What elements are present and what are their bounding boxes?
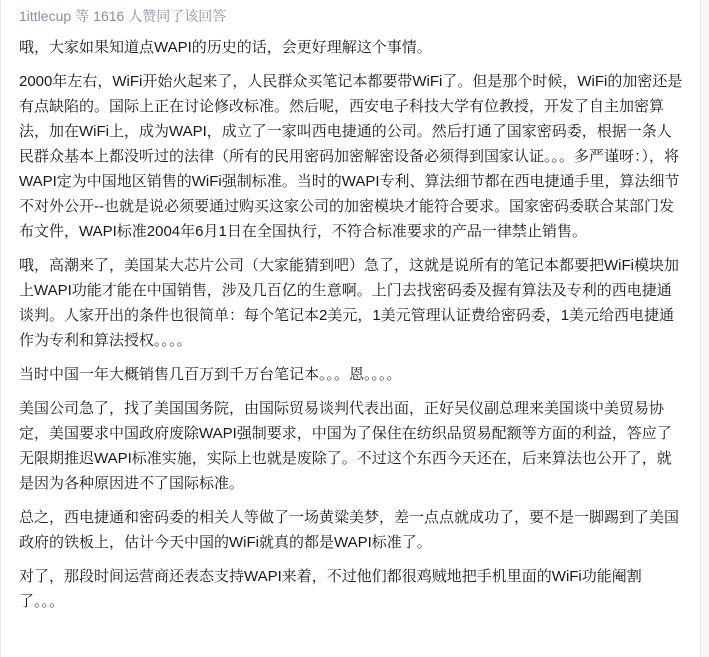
right-gutter: [701, 0, 709, 657]
answer-paragraph: 美国公司急了，找了美国国务院，由国际贸易谈判代表出面，正好吴仪副总理来美国谈中美贸易协定，美国要求中国政府废除WAPI强制要求，中国为了保住在纺织品贸易配额等方面的利益，答应了无限期推迟WAPI标准实施，实际上也就是废除了。不过这个东西今天还在，后来算法也公开了，就是因为各种原因进不了国际标准。: [19, 400, 672, 492]
upvoters-connector: 等: [75, 8, 90, 24]
upvoters-suffix: 人赞同了该回答: [128, 8, 227, 24]
upvote-count[interactable]: 1616: [93, 8, 125, 24]
answer-paragraph: 对了，那段时间运营商还表态支持WAPI来着，不过他们都很鸡贼地把手机里面的WiFi功能阉割了。。。: [19, 568, 642, 610]
upvoter-username[interactable]: 1ittlecup: [19, 8, 72, 24]
answer-paragraph: 2000年左右，WiFi开始火起来了，人民群众买笔记本都要带WiFi了。但是那个时候，WiFi的加密还是有点缺陷的。国际上正在讨论修改标准。然后呢，西安电子科技大学有位教授，开发了自主加密算法，加在WiFi上，成为WAPI，成立了一家叫西电捷通的公司。然后打通了国家密码委，根据一条人民群众基本上都没听过的法律（所有的民用密码加密解密设备必须得到国家认证。。。多严谨呀：），将WAPI定为中国地区销售的WiFi强制标准。当时的WAPI专利、算法细节都在西电捷通手里，算法细节不对外公开--也就是说必须要通过购买这家公司的加密模块才能符合要求。国家密码委联合某部门发布文件，WAPI标准2004年6月1日在全国执行，不符合标准要求的产品一律禁止销售。: [19, 73, 683, 240]
answer-paragraph: 哦，高潮来了，美国某大芯片公司（大家能猜到吧）急了，这就是说所有的笔记本都要把WiFi模块加上WAPI功能才能在中国销售，涉及几百亿的生意啊。上门去找密码委及握有算法及专利的西电捷通谈判。人家开出的条件也很简单：每个笔记本2美元，1美元管理认证费给密码委，1美元给西电捷通作为专利和算法授权。。。。: [19, 257, 679, 349]
answer-paragraph: 当时中国一年大概销售几百万到千万台笔记本。。。恩。。。。: [19, 366, 402, 383]
answer-paragraph: 哦，大家如果知道点WAPI的历史的话，会更好理解这个事情。: [19, 39, 432, 56]
upvoters-line[interactable]: [19, 6, 685, 26]
answer-content: [19, 35, 685, 614]
answer-paragraph: 总之，西电捷通和密码委的相关人等做了一场黄粱美梦，差一点点就成功了，要不是一脚踢到了美国政府的铁板上，估计今天中国的WiFi就真的都是WAPI标准了。: [19, 509, 680, 551]
